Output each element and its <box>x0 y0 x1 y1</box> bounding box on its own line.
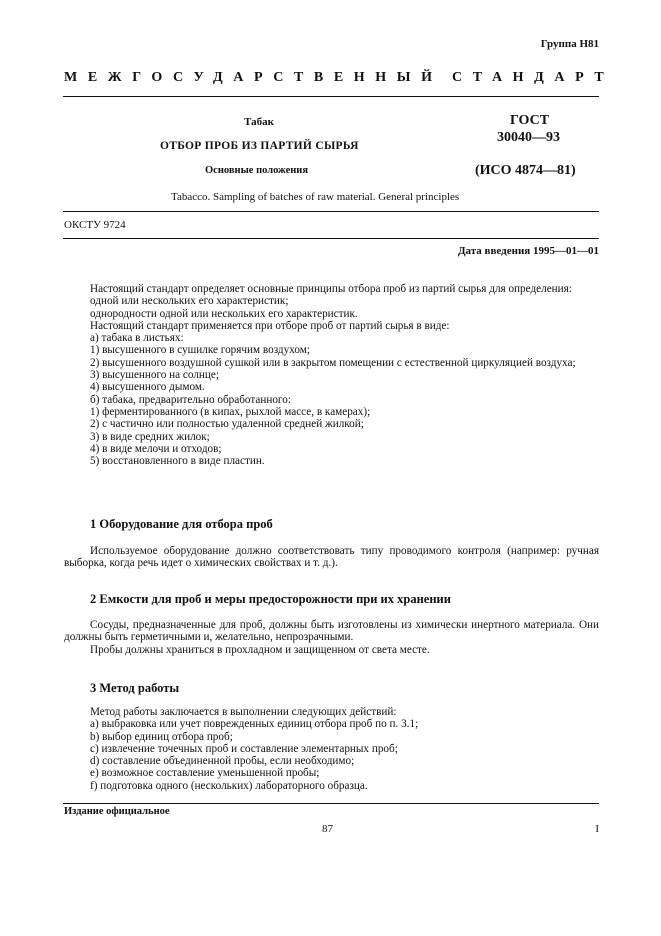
section-2-paragraph: Сосуды, предназначенные для проб, должны быть изготовлены из химически инертного материала. Они должны быть герметичными и, желательно, непрозрачными. <box>64 619 599 644</box>
section-3-list-item: a) выбраковка или учет поврежденных единиц отбора проб по п. 3.1; <box>90 718 419 731</box>
mid-divider-1 <box>63 211 599 212</box>
document-title: ОТБОР ПРОБ ИЗ ПАРТИЙ СЫРЬЯ <box>160 140 359 152</box>
section-3-list-item: e) возможное составление уменьшенной пробы; <box>90 767 320 780</box>
banner-interstate: МЕЖГОСУДАРСТВЕННЫЙ <box>64 70 443 85</box>
section-3-list-item: c) извлечение точечных проб и составление элементарных проб; <box>90 742 398 755</box>
section-1-heading: 1 Оборудование для отбора проб <box>90 517 273 531</box>
intro-list-item: 4) высушенного дымом. <box>90 381 205 394</box>
section-2-paragraph: Пробы должны храниться в прохладном и защищенном от света месте. <box>90 643 430 656</box>
document-subtitle: Основные положения <box>205 165 309 176</box>
introduction-date: Дата введения 1995—01—01 <box>457 245 599 257</box>
official-edition-label: Издание официальное <box>64 806 170 817</box>
section-3-list-item: b) выбор единиц отбора проб; <box>90 730 233 743</box>
intro-paragraph: однородности одной или нескольких его характеристик. <box>90 307 358 320</box>
section-3-body <box>64 706 599 792</box>
intro-list-item: 2) высушенного воздушной сушкой или в закрытом помещении с естественной циркуляцией воздуха; <box>90 356 576 369</box>
banner-standard: СТАНДАРТ <box>452 70 615 85</box>
gost-number: 30040—93 <box>497 130 560 145</box>
intro-list-item: 1) высушенного в сушилке горячим воздухом; <box>90 344 310 357</box>
page-number: 87 <box>322 823 333 835</box>
group-code: Группа Н81 <box>540 38 599 50</box>
footer-divider <box>63 803 599 804</box>
intro-list-item: 1) ферментированного (в кипах, рыхлой массе, в камерах); <box>90 405 371 418</box>
intro-paragraph: Настоящий стандарт применяется при отборе проб от партий сырья в виде: <box>90 319 450 332</box>
top-divider <box>63 96 599 97</box>
subject: Табак <box>244 116 274 128</box>
page-section-number: I <box>595 823 599 835</box>
english-title: Tabacco. Sampling of batches of raw material. General principles <box>171 191 460 203</box>
oksty-code: ОКСТУ 9724 <box>64 219 126 231</box>
intro-paragraph: Настоящий стандарт определяет основные принципы отбора проб из партий сырья для определения: <box>90 283 572 295</box>
intro-list-item: б) табака, предварительно обработанного: <box>90 393 291 406</box>
section-1-body <box>64 545 599 570</box>
section-3-heading: 3 Метод работы <box>90 681 180 695</box>
iso-reference: (ИСО 4874—81) <box>475 163 576 178</box>
section-2-body <box>64 619 599 656</box>
section-3-list-item: f) подготовка одного (нескольких) лабораторного образца. <box>90 779 368 792</box>
intro-list-item: 4) в виде мелочи и отходов; <box>90 442 222 455</box>
gost-label: ГОСТ <box>510 113 550 128</box>
intro-list-item: 5) восстановленного в виде пластин. <box>90 455 265 468</box>
mid-divider-2 <box>63 238 599 239</box>
intro-list-item: 3) высушенного на солнце; <box>90 369 219 382</box>
section-3-lead: Метод работы заключается в выполнении следующих действий: <box>90 706 397 718</box>
section-1-text: Используемое оборудование должно соответствовать типу проводимого контроля (например: ручная выборка, когда речь идет о химических свойствах и т. д.). <box>64 545 599 570</box>
section-3-list-item: d) составление объединенной пробы, если необходимо; <box>90 755 355 768</box>
intro-paragraph: одной или нескольких его характеристик; <box>90 295 289 308</box>
intro-list-item: а) табака в листьях: <box>90 332 184 345</box>
intro-section <box>64 283 599 467</box>
section-2-heading: 2 Емкости для проб и меры предосторожности при их хранении <box>90 592 451 606</box>
intro-list-item: 3) в виде средних жилок; <box>90 430 210 443</box>
intro-list-item: 2) с частично или полностью удаленной средней жилкой; <box>90 418 364 431</box>
